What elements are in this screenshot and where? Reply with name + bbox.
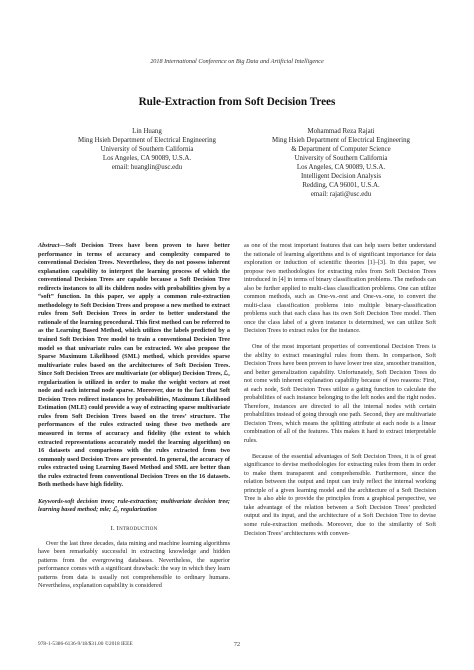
abstract <box>38 242 230 490</box>
author-2-university: University of Southern California <box>294 155 388 162</box>
body-paragraph: Because of the essential advantages of Soft Decision Trees, it is of great significance to devise methodologies for extracting rules from them in order to make them transparent and comprehensible. Furthermore, since the relation between the output and input can truly reflect the internal working principle of a given learning model and the architecture of a Soft Decision Tree is also able to provide the principles from a graphical perspective, we take advantage of the relation between a Soft Decision Trees’ predicted output and its input, and the architecture of a Soft Decision Tree to devise some rule-extraction methods. Moreover, due to the similarity of Soft Decision Trees’ architectures with conven- <box>244 452 436 537</box>
author-2-dept-2: & Department of Computer Science <box>291 146 391 153</box>
author-block-2 <box>246 127 436 199</box>
author-1-name: Lin Huang <box>132 128 162 135</box>
author-2-name: Mohammad Reza Rajati <box>307 128 375 135</box>
paper-title: Rule-Extraction from Soft Decision Trees <box>138 96 336 108</box>
left-column <box>38 242 230 598</box>
author-1-dept: Ming Hsieh Department of Electrical Engineering <box>78 137 216 144</box>
page-number: 72 <box>233 641 241 648</box>
body-paragraph: as one of the most important features that can help users better understand the rationale of learning algorithms and is of significant importance for data exploration or induction of scientific theories [1]–[3]. In this paper, we propose two methodologies for extracting rules from Soft Decision Trees introduced in [4] in terms of binary classification problems. The methods can also be further applied to multi-class classification problems. One can utilize common methods, such as One-vs.-rest and One-vs.-one, to convert the multi-class classification problems into multiple binary-classification problems such that each class has its own Soft Decision Tree model. Then once the class label of a given instance is determined, we can utilize Soft Decision Trees to extract rules for the instance. <box>244 242 436 335</box>
keywords: Keywords-soft decision trees; rule-extraction; multivariate decision tree; learning based method; mle; ℒ₁ regularization <box>38 497 230 514</box>
author-1-location: Los Angeles, CA 90089, U.S.A. <box>102 155 192 162</box>
abstract-text: —Soft Decision Trees have been proven to have better performance in terms of accuracy and complexity compared to conventional Decision Trees. Nevertheless, they do not possess inherent explanation capability to interpret the learning process of which the conventional Decision Trees are capable because a Soft Decision Tree redirects instances to all its children nodes with probabilities given by a “soft” function. In this paper, we apply a common rule-extraction methodology to Soft Decision Trees and propose a new method to extract rules from Soft Decision Trees in order to better understand the rationale of the learning procedural. This first method can be referred to as the Learning Based Method, which utilizes the labels predicted by a trained Soft Decision Tree model to train a conventional Decision Tree model so that univariate rules can be extracted. We also propose the Sparse Maximum Likelihood (SML) method, which provides sparse multivariate rules based on the architectures of Soft Decision Trees. Since Soft Decision Trees are multivariate (or oblique) Decision Trees, ℒ₁ regularization is utilized in order to make the weight vectors at root node and each internal node sparse. Moreover, due to the fact that Soft Decision Trees redirect instances by probabilities, Maximum Likelihood Estimation (MLE) could provide a way of extracting sparse multivariate rules from Soft Decision Trees based on the trees’ structure. The performances of the rules extracted using these two methods are measured in terms of accuracy and fidelity (the extent to which extracted representations accurately model the learning algorithm) on 16 datasets and comparisons with the rules extracted from two commonly used Decision Trees are presented. In general, the accuracy of rules extracted using Learning Based Method and SML are better than the rules extracted from conventional Decision Trees on the 16 datasets. Both methods have high fidelity. <box>38 242 230 489</box>
body-paragraph: One of the most important properties of conventional Decision Trees is the ability to extract meaningful rules from them. In comparison, Soft Decision Trees have been proven to have lower tree size, smoother transition, and better generalization capability. Unfortunately, Soft Decision Trees do not come with inherent explanation capability because of two reasons: First, at each node, Soft Decision Trees utilize a gating function to calculate the probabilities of each instance belonging to the left nodes and the right nodes. Therefore, instances are directed to all the internal nodes with certain probabilities instead of going through one path. Second, they are multivariate Decision Trees, which means the splitting attribute at each node is a linear combination of all of the features. This makes it hard to extract interpretable rules. <box>244 343 436 445</box>
author-2-location: Los Angeles, CA 90089, U.S.A. <box>296 164 386 171</box>
right-column <box>244 242 436 545</box>
author-2-email: email: rajati@usc.edu <box>310 191 372 198</box>
author-1-email: email: huanglin@usc.edu <box>111 164 183 171</box>
author-2-location-2: Redding, CA 96001, U.S.A. <box>302 182 380 189</box>
author-1-university: University of Southern California <box>100 146 194 153</box>
footer-isbn: 978-1-5386-6136-9/18/$31.00 ©2018 IEEE <box>38 641 133 647</box>
author-block-1 <box>62 127 232 172</box>
section-heading-introduction: I. Introduction <box>110 524 158 532</box>
abstract-label: Abstract <box>38 242 60 249</box>
author-2-affiliation-2: Intelligent Decision Analysis <box>301 173 381 180</box>
running-header: 2018 International Conference on Big Data and Artificial Intelligence <box>150 58 324 65</box>
intro-paragraph: Over the last three decades, data mining and machine learning algorithms have been remarkably successful in extracting knowledge and hidden patterns from the evergrowing databases. Nevertheless, the superior performance comes with a significant drawback: the way in which they learn patterns from data is usually not comprehensible to ordinary humans. Nevertheless, explanation capability is considered <box>38 539 230 590</box>
author-2-dept: Ming Hsieh Department of Electrical Engineering <box>272 137 410 144</box>
